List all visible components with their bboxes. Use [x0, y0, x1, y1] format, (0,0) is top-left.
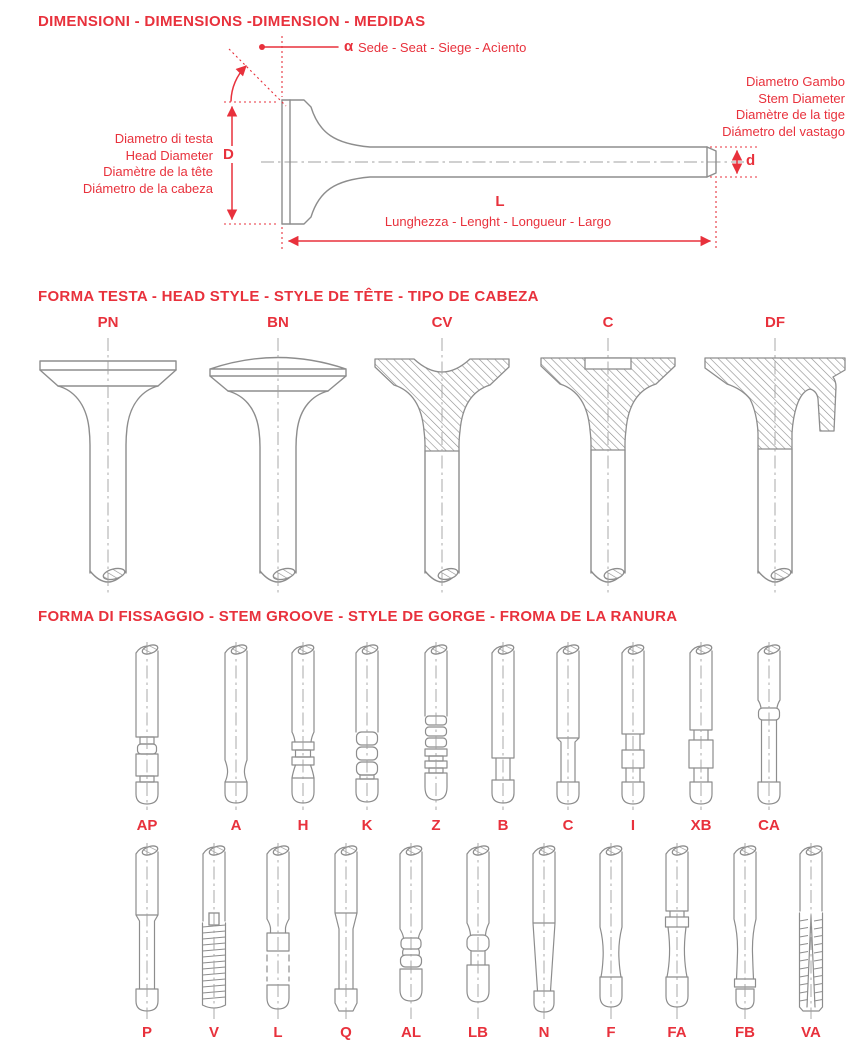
stem-groove-figure-k	[343, 642, 391, 812]
head-diameter-label-block	[0, 131, 213, 197]
head-diameter-line: Head Diameter	[125, 147, 213, 163]
head-style-figure-c	[533, 333, 683, 601]
head-style-code-pn: PN	[97, 314, 119, 331]
stem-groove-code: FB	[735, 1024, 755, 1041]
stem-groove-code: N	[538, 1024, 550, 1041]
head-diameter-line: Diámetro de la cabeza	[82, 180, 213, 196]
seat-label: Sede - Seat - Siege - Acìento	[358, 40, 527, 55]
stem-groove-figure-a	[212, 642, 260, 812]
stem-groove-figure-p	[123, 843, 171, 1023]
stem-groove-figure-xb	[677, 642, 725, 812]
head-style-figure-df	[700, 333, 850, 601]
stem-groove-figure-ca	[745, 642, 793, 812]
stem-groove-figure-c	[544, 642, 592, 812]
stem-groove-code: A	[230, 817, 242, 834]
head-style-code-bn: BN	[267, 314, 289, 331]
stem-diameter-line: Diametro Gambo	[746, 74, 845, 89]
stem-groove-code: AP	[136, 817, 158, 834]
stem-groove-code: K	[361, 817, 373, 834]
stem-groove-figure-va	[787, 843, 835, 1023]
stem-groove-code: V	[208, 1024, 219, 1041]
stem-groove-code: VA	[801, 1024, 821, 1041]
stem-groove-figure-f	[587, 843, 635, 1023]
stem-groove-code: FA	[667, 1024, 687, 1041]
stem-groove-code: AL	[401, 1024, 421, 1041]
stem-groove-figure-n	[520, 843, 568, 1023]
stem-groove-title: FORMA DI FISSAGGIO - STEM GROOVE - STYLE DE GORGE - FROMA DE LA RANURA	[38, 608, 678, 625]
head-diameter-line: Diamètre de la tête	[103, 164, 213, 179]
stem-diameter-line: Stem Diameter	[758, 90, 845, 106]
stem-groove-figure-h	[279, 642, 327, 812]
stem-groove-figure-al	[387, 843, 435, 1023]
stem-diameter-line: Diámetro del vastago	[722, 123, 845, 139]
head-style-code-df: DF	[765, 314, 785, 331]
stem-groove-code: LB	[468, 1024, 488, 1041]
stem-groove-figure-q	[322, 843, 370, 1023]
stem-groove-code: B	[497, 817, 509, 834]
head-style-code-c: C	[602, 314, 614, 331]
stem-groove-figure-lb	[454, 843, 502, 1023]
stem-groove-code: P	[141, 1024, 152, 1041]
stem-diameter-symbol: d	[746, 152, 756, 169]
head-style-figure-pn	[33, 333, 183, 601]
stem-groove-figure-fa	[653, 843, 701, 1023]
stem-groove-figure-fb	[721, 843, 769, 1023]
length-label: Lunghezza - Lenght - Longueur - Largo	[384, 214, 612, 229]
head-diameter-symbol: D	[223, 146, 234, 163]
seat-angle-symbol: α	[344, 38, 354, 55]
stem-groove-code: C	[562, 817, 574, 834]
head-style-figure-bn	[203, 333, 353, 601]
head-diameter-line: Diametro di testa	[114, 131, 213, 146]
stem-groove-code: L	[273, 1024, 283, 1041]
stem-groove-code: Z	[431, 817, 441, 834]
head-style-figure-cv	[367, 333, 517, 601]
stem-groove-code: Q	[340, 1024, 352, 1041]
stem-groove-figure-b	[479, 642, 527, 812]
stem-groove-figure-l	[254, 843, 302, 1023]
stem-groove-code: I	[630, 817, 636, 834]
dimensions-title: DIMENSIONI - DIMENSIONS -DIMENSION - MEDIDAS	[38, 13, 426, 30]
stem-groove-figure-v	[190, 843, 238, 1023]
stem-groove-code: XB	[690, 817, 712, 834]
length-symbol: L	[495, 193, 505, 210]
stem-groove-figure-ap	[123, 642, 171, 812]
head-style-title: FORMA TESTA - HEAD STYLE - STYLE DE TÊTE - TIPO DE CABEZA	[38, 288, 539, 305]
stem-diameter-line: Diamètre de la tige	[735, 107, 845, 122]
stem-groove-code: F	[606, 1024, 616, 1041]
stem-groove-code: H	[297, 817, 309, 834]
stem-groove-figure-i	[609, 642, 657, 812]
stem-diameter-label-block	[600, 74, 845, 140]
stem-groove-figure-z	[412, 642, 460, 812]
stem-groove-code: CA	[758, 817, 780, 834]
head-style-code-cv: CV	[431, 314, 453, 331]
